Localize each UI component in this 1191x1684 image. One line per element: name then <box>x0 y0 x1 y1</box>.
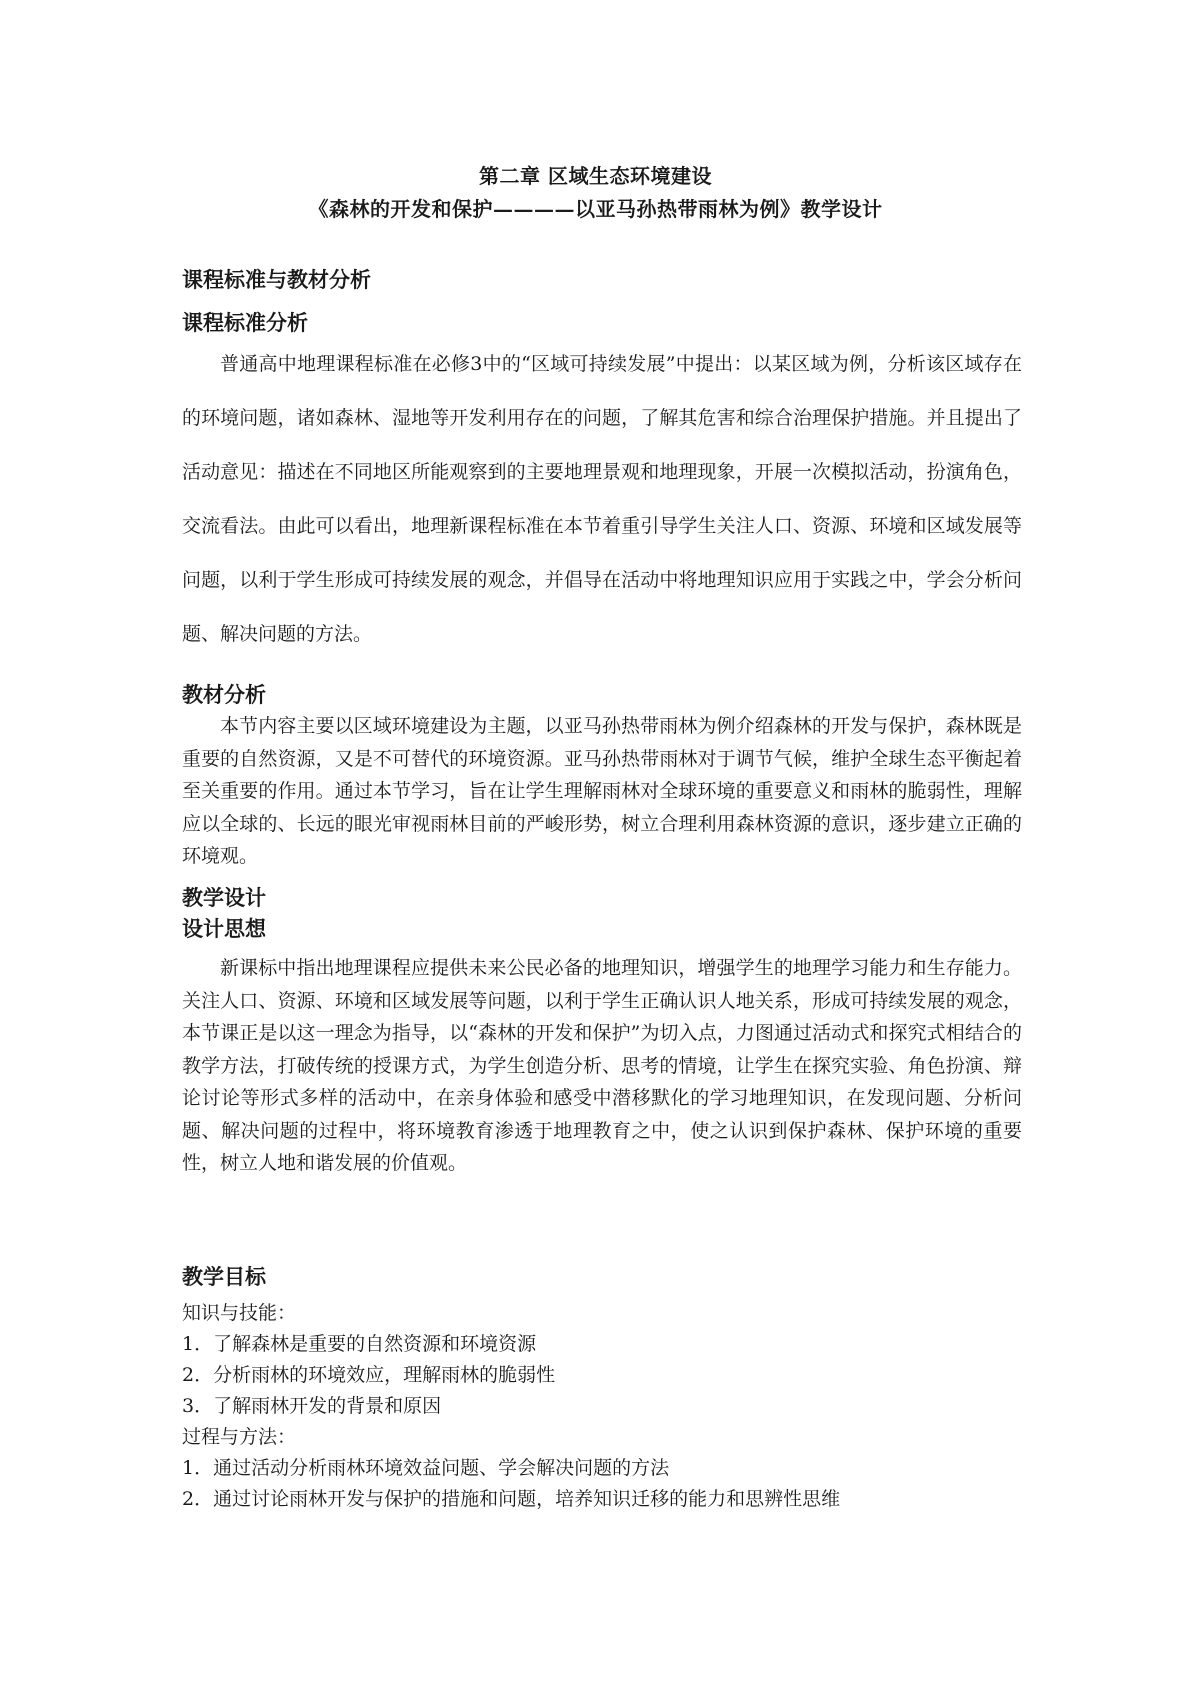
knowledge-skills-label: 知识与技能： <box>182 1302 297 1324</box>
list-item: 2．通过讨论雨林开发与保护的措施和问题，培养知识迁移的能力和思辨性思维 <box>182 1488 841 1510</box>
subsection-heading: 课程标准分析 <box>182 310 308 335</box>
paragraph: 本节内容主要以区域环境建设为主题，以亚马孙热带雨林为例介绍森林的开发与保护，森林既是重要的自然资源，又是不可替代的环境资源。亚马孙热带雨林对于调节气候，维护全球生态平衡起着至关重要的作用。通过本节学习，旨在让学生理解雨林对全球环境的重要意义和雨林的脆弱性，理解应以全球的、长远的眼光审视雨林目前的严峻形势，树立合理利用森林资源的意识，逐步建立正确的环境观。 <box>182 715 1022 867</box>
list-item: 1．了解森林是重要的自然资源和环境资源 <box>182 1333 537 1355</box>
teaching-design-heading-block <box>182 883 1022 913</box>
section-heading: 教学设计 <box>182 885 266 910</box>
design-idea-heading-block <box>182 914 1022 944</box>
curriculum-analysis-heading-block <box>182 308 1022 338</box>
list-item: 2．分析雨林的环境效应，理解雨林的脆弱性 <box>182 1364 556 1386</box>
list-item: 3．了解雨林开发的背景和原因 <box>182 1395 442 1417</box>
design-paragraph-block <box>182 952 1022 1180</box>
list-item: 1．通过活动分析雨林环境效益问题、学会解决问题的方法 <box>182 1457 670 1479</box>
subsection-heading: 教材分析 <box>182 682 266 707</box>
section-heading: 教学目标 <box>182 1264 266 1289</box>
process-methods-label: 过程与方法： <box>182 1426 297 1448</box>
paragraph: 普通高中地理课程标准在必修3中的“区域可持续发展”中提出：以某区域为例，分析该区域存在的环境问题，诸如森林、湿地等开发利用存在的问题，了解其危害和综合治理保护措施。并且提出了活动意见：描述在不同地区所能观察到的主要地理景观和地理现象，开展一次模拟活动，扮演角色，交流看法。由此可以看出，地理新课程标准在本节着重引导学生关注人口、资源、环境和区域发展等问题，以利于学生形成可持续发展的观念，并倡导在活动中将地理知识应用于实践之中，学会分析问题、解决问题的方法。 <box>182 353 1022 645</box>
teaching-goals-block <box>182 1262 1022 1515</box>
textbook-paragraph-block <box>182 710 1022 873</box>
chapter-title: 第二章 区域生态环境建设 <box>479 164 712 188</box>
lesson-title: 《森林的开发和保护————以亚马孙热带雨林为例》教学设计 <box>308 197 883 221</box>
curriculum-and-textbook-heading-block <box>182 265 1022 295</box>
paragraph: 新课标中指出地理课程应提供未来公民必备的地理知识，增强学生的地理学习能力和生存能力。关注人口、资源、环境和区域发展等问题，以利于学生正确认识人地关系，形成可持续发展的观念，本节课正是以这一理念为指导，以“森林的开发和保护”为切入点，力图通过活动式和探究式相结合的教学方法，打破传统的授课方式，为学生创造分析、思考的情境，让学生在探究实验、角色扮演、辩论讨论等形式多样的活动中，在亲身体验和感受中潜移默化的学习地理知识，在发现问题、分析问题、解决问题的过程中，将环境教育渗透于地理教育之中，使之认识到保护森林、保护环境的重要性，树立人地和谐发展的价值观。 <box>182 957 1022 1174</box>
subsection-heading: 设计思想 <box>182 916 266 941</box>
curriculum-paragraph-block <box>182 337 1022 661</box>
textbook-analysis-heading-block <box>182 680 1022 710</box>
section-heading: 课程标准与教材分析 <box>182 267 371 292</box>
